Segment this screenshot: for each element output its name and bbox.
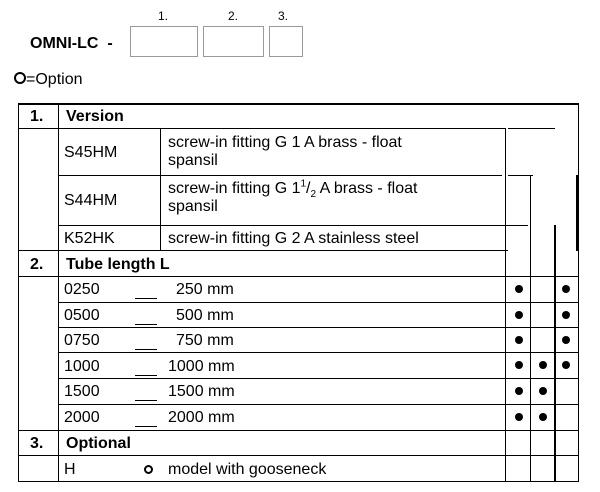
section-number-version: 1. [30, 108, 44, 125]
length-code: 0750 [64, 332, 100, 349]
availability-dot [562, 285, 570, 293]
version-code-s44hm: S44HM [64, 192, 118, 209]
availability-dot [515, 311, 523, 319]
section-number-length: 2. [30, 256, 44, 273]
availability-dot [515, 361, 523, 369]
field-box-2[interactable] [203, 26, 264, 57]
section-title-optional: Optional [66, 435, 131, 452]
section-title-version: Version [66, 108, 124, 125]
optional-desc-gooseneck: model with gooseneck [168, 461, 327, 478]
availability-dot [515, 336, 523, 344]
field-number-1: 1. [158, 9, 169, 23]
length-code: 1500 [64, 383, 100, 400]
length-code: 2000 [64, 409, 100, 426]
version-desc-s44hm [168, 180, 417, 216]
length-desc: 750 mm [176, 332, 234, 349]
section-title-length: Tube length L [66, 256, 170, 273]
availability-dot [515, 387, 523, 395]
availability-dot [562, 336, 570, 344]
availability-dot [515, 285, 523, 293]
version-desc-s45hm [168, 134, 402, 170]
field-box-1[interactable] [130, 26, 198, 57]
length-desc: 250 mm [176, 281, 234, 298]
field-number-3: 3. [278, 9, 289, 23]
field-number-2: 2. [228, 9, 239, 23]
availability-dot [515, 413, 523, 421]
length-desc: 500 mm [176, 307, 234, 324]
version-code-k52hk: K52HK [64, 230, 115, 247]
section-number-optional: 3. [30, 435, 44, 452]
version-desc-line1: screw-in fitting G $1^1/_2$ A brass - float [168, 178, 418, 201]
version-desc-line2: spansil [168, 198, 218, 215]
version-code-s45hm: S45HM [64, 144, 118, 161]
version-desc-k52hk: screw-in fitting G 2 A stainless steel [168, 230, 419, 247]
availability-dot [539, 361, 547, 369]
option-circle-icon [144, 465, 153, 474]
length-code: 1000 [64, 358, 100, 375]
option-legend [14, 71, 82, 89]
model-prefix: OMNI-LC - [30, 35, 113, 52]
optional-code-h: H [64, 461, 76, 478]
availability-dot [539, 387, 547, 395]
length-code: 0250 [64, 281, 100, 298]
option-circle-icon [14, 72, 26, 84]
version-desc-line1: screw-in fitting G 1 A brass - float [168, 134, 402, 151]
length-code: 0500 [64, 307, 100, 324]
length-desc: 2000 mm [168, 409, 235, 426]
availability-dot [539, 413, 547, 421]
field-box-3[interactable] [269, 26, 303, 57]
option-legend-text: =Option [26, 71, 83, 88]
length-desc: 1000 mm [168, 358, 235, 375]
version-desc-line2: spansil [168, 152, 218, 169]
availability-dot [562, 361, 570, 369]
length-desc: 1500 mm [168, 383, 235, 400]
availability-dot [562, 311, 570, 319]
